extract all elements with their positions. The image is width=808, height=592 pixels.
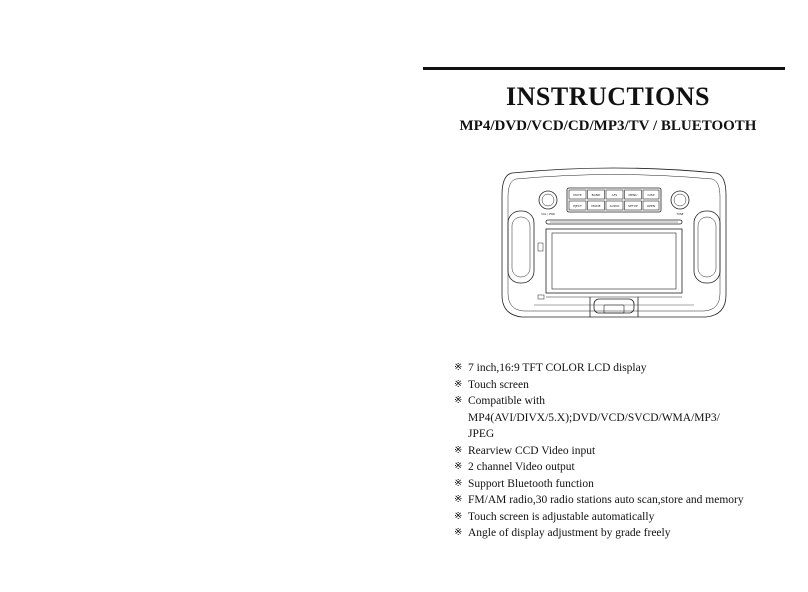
bullet-mark: ※ [454,461,463,472]
bullet-mark: ※ [454,527,463,538]
feature-text: 2 channel Video output [468,461,575,473]
page-subtitle: MP4/DVD/VCD/CD/MP3/TV / BLUETOOTH [459,118,757,134]
tune-knob [671,191,689,209]
bullet-mark: ※ [454,494,463,505]
screen-hinge [590,297,638,317]
btn-label: EJECT [573,204,582,208]
feature-item [454,525,794,542]
car-stereo-illustration [494,165,734,330]
header-rule [423,67,785,70]
feature-text: Touch screen [468,378,529,391]
feature-item [454,360,794,377]
lcd-screen-frame [546,229,682,293]
btn-label: BAND [591,193,601,197]
stereo-housing [502,168,726,317]
feature-item [454,509,794,526]
feature-text: 7 inch,16:9 TFT COLOR LCD display [468,362,647,374]
btn-label: MUTE [573,193,582,197]
page-title: INSTRUCTIONS [506,82,710,111]
btn-label: MODE [591,204,601,208]
feature-item [454,443,794,460]
bullet-mark: ※ [454,362,463,373]
feature-text: Touch screen is adjustable automatically [468,510,655,523]
knob-label: VOL / PWR [541,213,555,216]
feature-text: Angle of display adjustment by grade freely [468,527,671,539]
feature-text: FM/AM radio,30 radio stations auto scan,store and memory [468,494,744,506]
volume-knob [539,191,557,209]
btn-label: SETUP [628,204,638,208]
feature-list [454,360,794,542]
knob-label: TUNE [676,213,684,216]
feature-text-continuation: JPEG [468,428,495,440]
btn-label: DISP [647,193,655,197]
feature-text: Support Bluetooth function [468,477,594,490]
bullet-mark: ※ [454,378,463,390]
bullet-mark: ※ [454,395,463,406]
bullet-mark: ※ [454,444,463,456]
feature-item [454,459,794,476]
bullet-mark: ※ [454,510,463,522]
feature-text: Compatible with MP4(AVI/DIVX/5.X);DVD/VCD/SVCD/WMA/MP3/ [468,395,720,424]
feature-item [454,377,794,394]
feature-item [454,393,794,443]
btn-label: OPEN [646,204,656,208]
feature-item [454,476,794,493]
btn-label: AFS [611,193,618,197]
feature-text: Rearview CCD Video input [468,444,596,457]
feature-item [454,492,794,509]
btn-label: MENU [628,193,638,197]
lcd-screen [552,233,676,289]
btn-label: AUDIO [609,204,620,208]
bullet-mark: ※ [454,477,463,489]
